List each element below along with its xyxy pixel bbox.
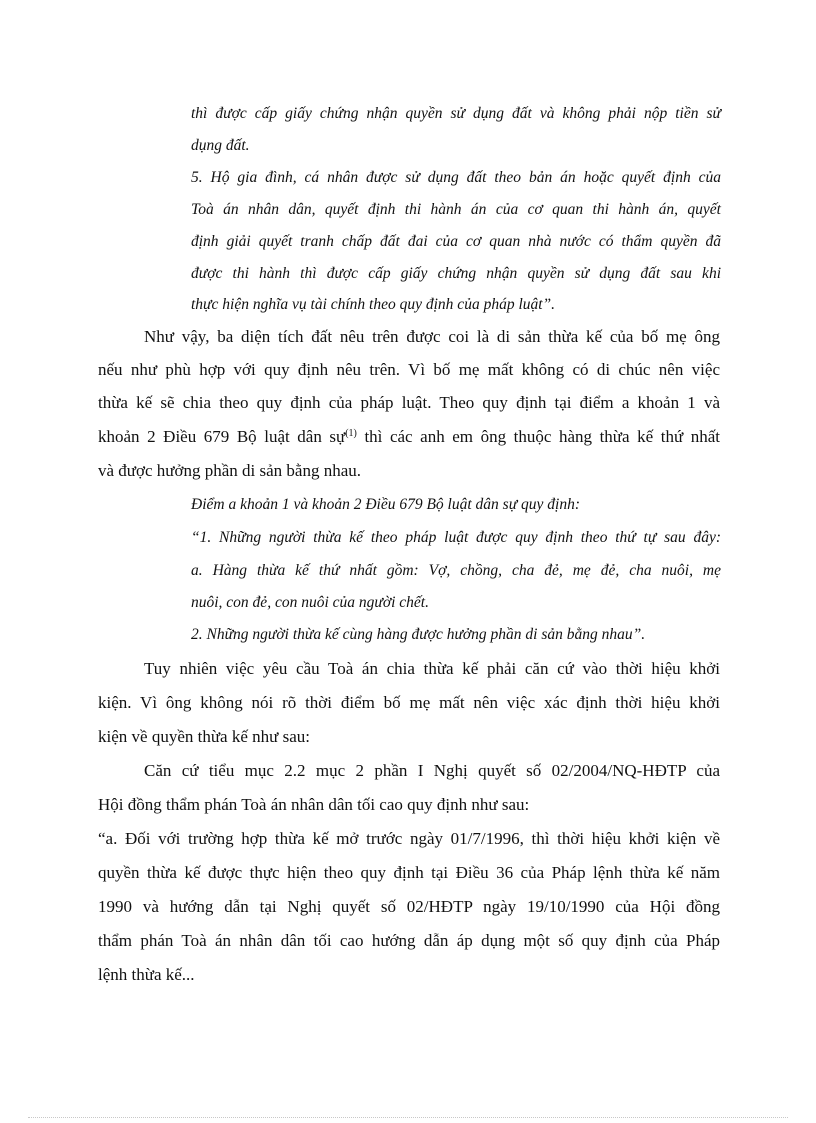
paragraph-line: Như vậy, ba diện tích đất nêu trên được coi là di sản thừa kế của bố mẹ ông (144, 327, 720, 346)
quote-line: 2. Những người thừa kế cùng hàng được hưởng phần di sản bằng nhau”. (191, 626, 646, 643)
page-bottom-rule (28, 1117, 788, 1118)
quote-line: Điểm a khoản 1 và khoản 2 Điều 679 Bộ luật dân sự quy định: (191, 496, 581, 513)
quote-line: thẩm phán Toà án nhân dân tối cao hướng dẫn áp dụng một số quy định của Pháp (98, 931, 720, 950)
quote-line: a. Hàng thừa kế thứ nhất gồm: Vợ, chồng, cha đẻ, mẹ đẻ, cha nuôi, mẹ (191, 562, 721, 579)
quote-line: thì được cấp giấy chứng nhận quyền sử dụng đất và không phải nộp tiền sử (191, 105, 721, 122)
paragraph-line: thừa kế sẽ chia theo quy định của pháp luật. Theo quy định tại điểm a khoản 1 và (98, 393, 720, 412)
quote-line: thực hiện nghĩa vụ tài chính theo quy định của pháp luật”. (191, 296, 556, 313)
quote-line: “a. Đối với trường hợp thừa kế mở trước ngày 01/7/1996, thì thời hiệu khởi kiện về (98, 829, 720, 848)
paragraph-line: Hội đồng thẩm phán Toà án nhân dân tối cao quy định như sau: (98, 795, 530, 814)
quote-line: dụng đất. (191, 137, 250, 154)
paragraph-line: và được hưởng phần di sản bằng nhau. (98, 461, 362, 480)
paragraph-text: khoản 2 Điều 679 Bộ luật dân sự (98, 427, 346, 446)
quote-line: được thi hành thì được cấp giấy chứng nhận quyền sử dụng đất sau khi (191, 265, 721, 282)
quote-line: 5. Hộ gia đình, cá nhân được sử dụng đất theo bản án hoặc quyết định của (191, 169, 721, 186)
quote-line: quyền thừa kế được thực hiện theo quy định tại Điều 36 của Pháp lệnh thừa kế năm (98, 863, 720, 882)
quote-line: lệnh thừa kế... (98, 965, 195, 984)
paragraph-text: thì các anh em ông thuộc hàng thừa kế thứ nhất (356, 427, 720, 446)
paragraph-line: kiện về quyền thừa kế như sau: (98, 727, 310, 746)
quote-line: 1990 và hướng dẫn tại Nghị quyết số 02/HĐTP ngày 19/10/1990 của Hội đồng (98, 897, 720, 916)
quote-line: Toà án nhân dân, quyết định thi hành án của cơ quan thi hành án, quyết (191, 201, 721, 218)
paragraph-line: nếu như phù hợp với quy định nêu trên. Vì bố mẹ mất không có di chúc nên việc (98, 360, 720, 379)
footnote-marker: (1) (345, 428, 357, 439)
paragraph-line: Tuy nhiên việc yêu cầu Toà án chia thừa kế phải căn cứ vào thời hiệu khởi (144, 659, 720, 678)
quote-line: “1. Những người thừa kế theo pháp luật được quy định theo thứ tự sau đây: (191, 529, 721, 546)
paragraph-line (98, 428, 720, 445)
paragraph-line: Căn cứ tiểu mục 2.2 mục 2 phần I Nghị quyết số 02/2004/NQ-HĐTP của (144, 761, 720, 780)
paragraph-line: kiện. Vì ông không nói rõ thời điểm bố mẹ mất nên việc xác định thời hiệu khởi (98, 693, 720, 712)
quote-line: định giải quyết tranh chấp đất đai của cơ quan nhà nước có thẩm quyền đã (191, 233, 721, 250)
quote-line: nuôi, con đẻ, con nuôi của người chết. (191, 594, 429, 611)
